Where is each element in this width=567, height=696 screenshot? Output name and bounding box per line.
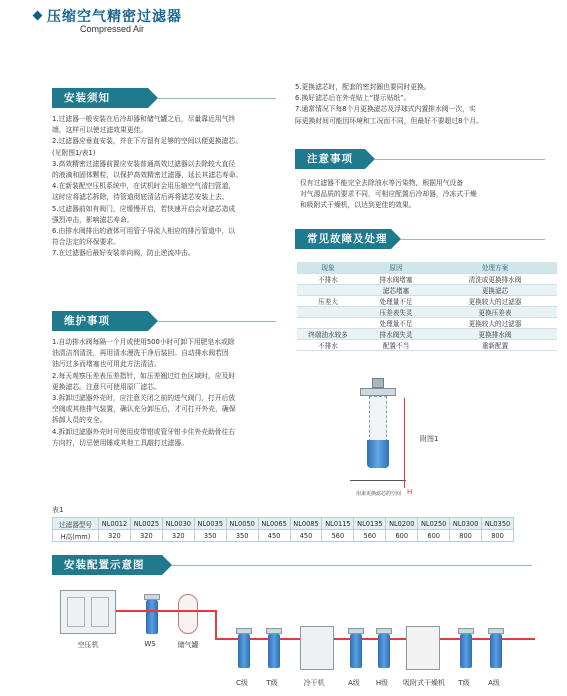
height-cell: 350 — [226, 530, 258, 542]
label-compressor: 空压机 — [77, 641, 99, 649]
floor-line — [350, 480, 406, 481]
divider — [158, 321, 276, 322]
faults-cell — [297, 317, 359, 328]
text-line: 和吸附式干燥机，以达到更佳的效果。 — [300, 201, 416, 210]
model-cell: NL0035 — [194, 518, 226, 530]
height-cell: 560 — [322, 530, 354, 542]
faults-row — [297, 339, 557, 350]
section-install-heading: 安装须知 — [52, 88, 148, 108]
faults-cell: 压差表失灵 — [359, 306, 433, 317]
text-line: 这时应将滤芯拆除，待管道彻底清洁后再将滤芯安装上去。 — [52, 193, 229, 202]
model-cell: NL0250 — [418, 518, 450, 530]
section-maintenance-heading: 维护事项 — [52, 311, 148, 331]
replacement-text — [295, 82, 557, 127]
figure1-note: 用来更换滤芯的空间 — [356, 491, 402, 497]
pipe-line — [215, 610, 217, 640]
figure1-diagram — [350, 378, 406, 500]
install-text — [52, 114, 288, 260]
faults-cell: 更换滤芯 — [433, 284, 557, 295]
faults-row — [297, 284, 557, 295]
height-cell: 800 — [450, 530, 482, 542]
height-cell: 450 — [290, 530, 322, 542]
filter-head — [360, 388, 396, 396]
height-cell: 600 — [418, 530, 450, 542]
diamond-bullet-icon — [33, 11, 43, 21]
faults-cell: 压差大 — [297, 295, 359, 306]
faults-cell: 更换较大的过滤器 — [433, 317, 557, 328]
faults-cell: 排水阀堵塞 — [359, 273, 433, 284]
text-line: 4.在新装配空压机系统中，在试机时会用压缩空气清扫管道， — [52, 182, 236, 191]
h-grade-filter-icon — [376, 628, 392, 668]
maintenance-text — [52, 337, 288, 449]
figure1-caption: 附图1 — [420, 435, 439, 443]
faults-cell: 终端油水较多 — [297, 328, 359, 339]
text-line: 空阀或其他排气装置，确认充分卸压后，才可打开外壳，确保 — [52, 405, 236, 414]
gauge-icon — [372, 378, 384, 388]
a-grade-filter-icon — [348, 628, 364, 668]
model-cell: NL0085 — [290, 518, 322, 530]
faults-row — [297, 317, 557, 328]
faults-cell: 更换压差表 — [433, 306, 557, 317]
faults-table — [297, 262, 557, 351]
water-separator-icon — [144, 594, 160, 634]
model-cell: NL0350 — [482, 518, 514, 530]
air-tank-icon — [178, 594, 198, 634]
faults-cell: 处理量不足 — [359, 295, 433, 306]
model-cell: NL0300 — [450, 518, 482, 530]
model-cell: NL0065 — [258, 518, 290, 530]
title-text: 压缩空气精密过滤器 — [47, 9, 182, 25]
faults-cell: 配置不当 — [359, 339, 433, 350]
model-row-label: 过滤器型号 — [53, 518, 99, 530]
label-t-grade: T级 — [458, 679, 470, 687]
text-line: 强烈冲击，影响滤芯寿命。 — [52, 215, 134, 224]
t-grade-filter-icon — [266, 628, 282, 668]
text-line: 更换滤芯。注意只可使用原厂滤芯。 — [52, 382, 161, 391]
model-height-table — [52, 517, 514, 542]
height-cell: 600 — [386, 530, 418, 542]
height-row-label: H高(mm) — [53, 530, 99, 542]
label-c-grade: C级 — [236, 679, 248, 687]
text-line: 5.更换滤芯时，配套的密封圈也要同时更换。 — [295, 83, 431, 91]
text-line: 符合法定的环保要求。 — [52, 238, 120, 247]
model-cell: NL0050 — [226, 518, 258, 530]
filter-bowl-icon — [367, 440, 389, 468]
height-cell: 350 — [194, 530, 226, 542]
label-a-grade: A级 — [488, 679, 500, 687]
model-cell: NL0200 — [386, 518, 418, 530]
faults-cell: 重新配置 — [433, 339, 557, 350]
text-line: 1.自动排水阀每隔一个月或使用500小时可卸下用肥皂水或除 — [52, 338, 235, 346]
text-line: 6.换好滤芯后在外壳贴上“提示贴纸”。 — [295, 94, 411, 103]
text-line: 2.每天观察压差表压差指针，如压差翘过红色区域时，应及时 — [52, 371, 236, 380]
text-line: 对气源品质的要求不同，可相应配置后冷却器，冷冻式干燥 — [300, 190, 477, 199]
text-line: 7.在过滤器后最好安装单向阀，防止逆流冲击。 — [52, 249, 195, 258]
refrigerated-dryer-icon — [300, 626, 334, 670]
faults-cell: 滤芯堵塞 — [359, 284, 433, 295]
label-a-grade: A级 — [348, 679, 360, 687]
pipe-line — [116, 610, 216, 612]
label-h-grade: H级 — [375, 679, 389, 687]
pipe-line — [215, 638, 535, 640]
faults-cell: 更换较大的过滤器 — [433, 295, 557, 306]
text-line: 3.高效精密过滤器前置应安装普通高效过滤器以去除较大直径 — [52, 159, 236, 168]
model-cell: NL0115 — [322, 518, 354, 530]
faults-row — [297, 273, 557, 284]
text-line: 6.由排水阀排出的液体可用管子导流入相应的排污管道中，以 — [52, 227, 236, 236]
page-subtitle: Compressed Air — [80, 24, 145, 34]
a-grade-filter-icon — [488, 628, 504, 668]
faults-cell: 清洗或更换排水阀 — [433, 273, 557, 284]
faults-row — [297, 306, 557, 317]
height-cell: 320 — [99, 530, 131, 542]
faults-col-header: 处理方案 — [433, 262, 557, 273]
divider — [158, 98, 276, 99]
table1-caption: 表1 — [52, 506, 64, 514]
section-faults-heading: 常见故障及处理 — [295, 229, 391, 249]
label-tank: 储气罐 — [177, 641, 199, 649]
divider — [375, 159, 545, 160]
height-cell: 320 — [130, 530, 162, 542]
text-line: 4.拆卸过滤器外壳时可使用皮带钳或管牙钳卡住外壳助骨往右 — [52, 427, 236, 436]
t-grade-filter-icon — [458, 628, 474, 668]
page-title — [34, 6, 182, 26]
divider — [172, 565, 532, 566]
text-line: (见附图1/表1) — [52, 148, 96, 157]
faults-cell: 更换排水阀 — [433, 328, 557, 339]
divider — [401, 239, 545, 240]
section-notice-heading: 注意事项 — [295, 149, 365, 169]
height-cell: 450 — [258, 530, 290, 542]
model-cell: NL0012 — [99, 518, 131, 530]
faults-col-header: 原因 — [359, 262, 433, 273]
height-cell: 800 — [482, 530, 514, 542]
text-line: 7.通常情况下每8个月更换滤芯及浮球式内置排水阀一次，实 — [295, 105, 476, 114]
text-line: 5.过滤器前如有阀门，应缓慢开启，若快速开启会对滤芯造成 — [52, 204, 236, 213]
faults-cell: 排水阀失灵 — [359, 328, 433, 339]
c-grade-filter-icon — [236, 628, 252, 668]
text-line: 的液滴和固体颗粒，以保护高效精密过滤器，延长其滤芯寿命。 — [52, 171, 243, 180]
text-line: 1.过滤器一般安装在后冷却器和储气罐之后，尽量靠近用气终 — [52, 115, 236, 123]
text-line: 2.过滤器应垂直安装，并在下方留有足够的空间以便更换滤芯。 — [52, 137, 242, 146]
text-line: 油清洁剂清洗，再用清水漫洗干净后装回。自动排水阀若因 — [52, 349, 229, 358]
faults-cell — [297, 306, 359, 317]
installation-diagram — [60, 590, 540, 690]
model-cell: NL0135 — [354, 518, 386, 530]
section-layout-heading: 安装配置示意图 — [52, 555, 162, 575]
label-ws: WS — [144, 640, 156, 648]
label-adsorption-dryer: 吸附式干燥机 — [403, 679, 445, 687]
text-line: 方向拧，切忌使用锤或其他工具敲打过滤器。 — [52, 438, 188, 447]
cartridge-icon — [369, 396, 387, 442]
height-cell: 560 — [354, 530, 386, 542]
text-line: 拆卸人员的安全。 — [52, 416, 107, 425]
text-line: 端，这样可以使过滤效果更佳。 — [52, 126, 148, 135]
text-line: 油污过多而堵塞也可用此方法清洁。 — [52, 360, 161, 369]
label-refrigerated-dryer: 冷干机 — [303, 679, 325, 687]
faults-cell: 不排水 — [297, 339, 359, 350]
notice-text — [300, 178, 556, 212]
air-compressor-icon — [60, 590, 116, 634]
faults-row — [297, 295, 557, 306]
faults-cell: 处理量不足 — [359, 317, 433, 328]
faults-cell: 不排水 — [297, 273, 359, 284]
adsorption-dryer-icon — [406, 626, 440, 670]
faults-col-header: 现象 — [297, 262, 359, 273]
h-dimension-line — [404, 398, 405, 488]
faults-cell — [297, 284, 359, 295]
h-mark: H — [407, 488, 413, 496]
faults-row — [297, 328, 557, 339]
height-cell: 320 — [162, 530, 194, 542]
text-line: 3.拆卸过滤器外壳时，应注意关闭之前的进气阀门，打开后放 — [52, 394, 236, 403]
text-line: 际更换时间可能因环境和工况而不同，但最好不要超过8个月。 — [295, 116, 483, 125]
label-t-grade: T级 — [266, 679, 278, 687]
text-line: 仅有过滤器不能完全去除油水等污染物，根据用气设备 — [300, 179, 464, 187]
model-cell: NL0030 — [162, 518, 194, 530]
model-cell: NL0025 — [130, 518, 162, 530]
